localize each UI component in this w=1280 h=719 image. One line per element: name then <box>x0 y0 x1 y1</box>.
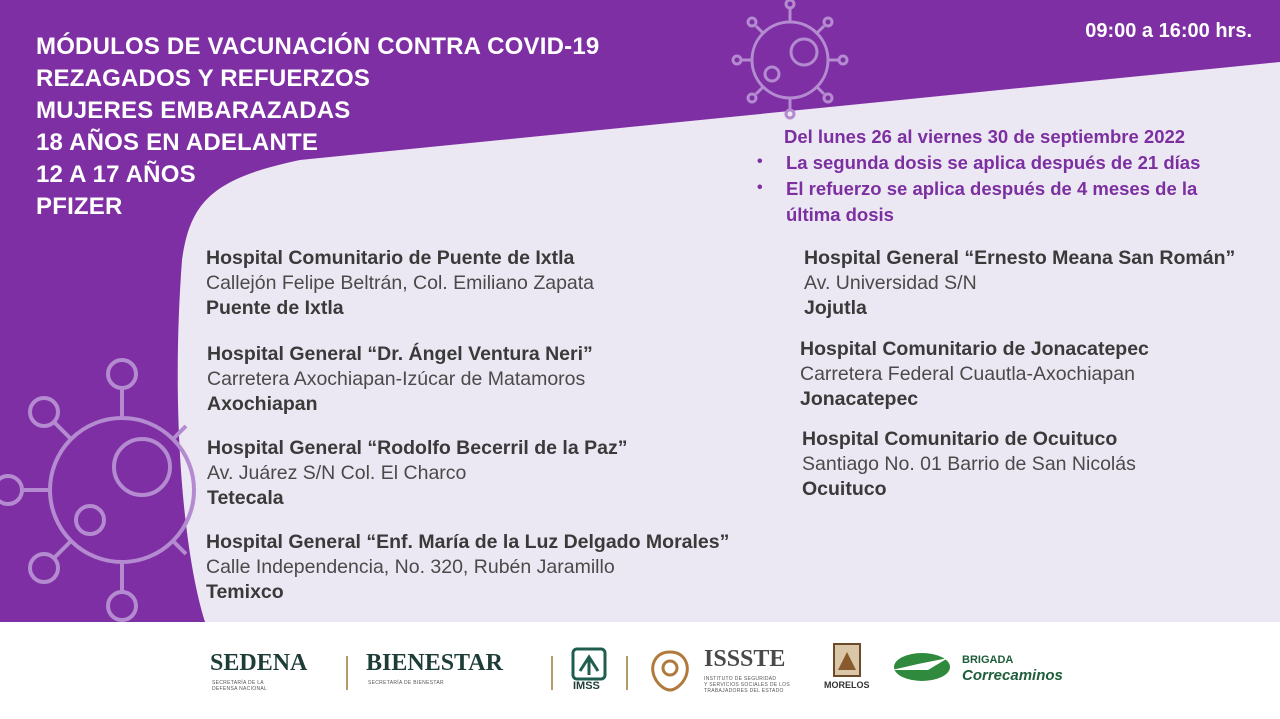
hospital-name: Hospital General “Enf. María de la Luz Delgado Morales” <box>206 531 730 553</box>
hospital-entry <box>800 337 1149 412</box>
hospital-entry <box>206 530 729 605</box>
hospital-name: Hospital Comunitario de Puente de Ixtla <box>206 247 575 269</box>
info-bullet-1: La segunda dosis se aplica después de 21 días <box>786 152 1201 173</box>
footer-logos <box>0 622 1280 719</box>
info-bullet-2: El refuerzo se aplica después de 4 meses de la <box>786 178 1198 199</box>
logo-separator <box>626 656 628 690</box>
hospital-city: Temixco <box>206 581 284 603</box>
hospital-address: Carretera Federal Cuautla-Axochiapan <box>800 363 1135 385</box>
title-line-5: 12 A 17 AÑOS <box>36 161 196 188</box>
hospital-address: Calle Independencia, No. 320, Rubén Jaramillo <box>206 556 615 578</box>
brigada-bird-icon <box>888 648 954 686</box>
hospital-name: Hospital General “Dr. Ángel Ventura Neri” <box>207 343 593 365</box>
schedule-hours: 09:00 a 16:00 hrs. <box>1085 20 1252 42</box>
hospital-name: Hospital Comunitario de Jonacatepec <box>800 338 1149 360</box>
issste-subtitle: INSTITUTO DE SEGURIDAD <box>704 676 777 682</box>
brigada-label: BRIGADA <box>962 654 1014 666</box>
issste-subtitle: TRABAJADORES DEL ESTADO <box>704 688 784 694</box>
hospital-city: Puente de Ixtla <box>206 297 344 319</box>
bienestar-logo: BIENESTAR <box>366 650 503 676</box>
logo-separator <box>346 656 348 690</box>
title-line-6: PFIZER <box>36 193 123 220</box>
sedena-subtitle: SECRETARÍA DE LA <box>212 680 264 686</box>
hospital-city: Jonacatepec <box>800 388 919 410</box>
bullet-icon: • <box>757 179 763 196</box>
sedena-subtitle: DEFENSA NACIONAL <box>212 686 268 692</box>
issste-logo: ISSSTE <box>704 646 786 672</box>
hospital-name: Hospital Comunitario de Ocuituco <box>802 428 1118 450</box>
hospital-address: Santiago No. 01 Barrio de San Nicolás <box>802 453 1136 475</box>
title-line-3: MUJERES EMBARAZADAS <box>36 97 351 124</box>
hospital-name: Hospital General “Rodolfo Becerril de la Paz” <box>207 437 628 459</box>
hospital-name: Hospital General “Ernesto Meana San Román” <box>804 247 1236 269</box>
sedena-logo: SEDENA <box>210 650 308 676</box>
date-range: Del lunes 26 al viernes 30 de septiembre 2022 <box>784 126 1186 147</box>
title-line-2: REZAGADOS Y REFUERZOS <box>36 65 371 92</box>
hospital-entry <box>207 436 627 511</box>
issste-logo-icon <box>644 648 696 694</box>
hospital-entry <box>802 427 1136 502</box>
correcaminos-label: Correcaminos <box>962 667 1063 684</box>
hospital-address: Carretera Axochiapan-Izúcar de Matamoros <box>207 368 586 390</box>
hospital-city: Ocuituco <box>802 478 887 500</box>
morelos-shield-icon <box>832 642 862 678</box>
hospital-address: Av. Universidad S/N <box>804 272 977 294</box>
logo-separator <box>551 656 553 690</box>
imss-label: IMSS <box>573 680 600 692</box>
hospital-city: Axochiapan <box>207 393 318 415</box>
hospital-address: Av. Juárez S/N Col. El Charco <box>207 462 467 484</box>
hospital-address: Callejón Felipe Beltrán, Col. Emiliano Zapata <box>206 272 595 294</box>
hospital-city: Jojutla <box>804 297 867 319</box>
hospital-city: Tetecala <box>207 487 284 509</box>
issste-subtitle: Y SERVICIOS SOCIALES DE LOS <box>704 682 791 688</box>
title-line-4: 18 AÑOS EN ADELANTE <box>36 129 319 156</box>
title-line-1: MÓDULOS DE VACUNACIÓN CONTRA COVID-19 <box>36 33 600 60</box>
info-bullet-2-continued: última dosis <box>786 204 894 225</box>
morelos-label: MORELOS <box>824 680 870 690</box>
bienestar-subtitle: SECRETARÍA DE BIENESTAR <box>368 680 444 686</box>
hospital-entry <box>804 246 1235 321</box>
bullet-icon: • <box>757 153 763 170</box>
hospital-entry <box>207 342 593 417</box>
hospital-entry <box>206 246 594 321</box>
